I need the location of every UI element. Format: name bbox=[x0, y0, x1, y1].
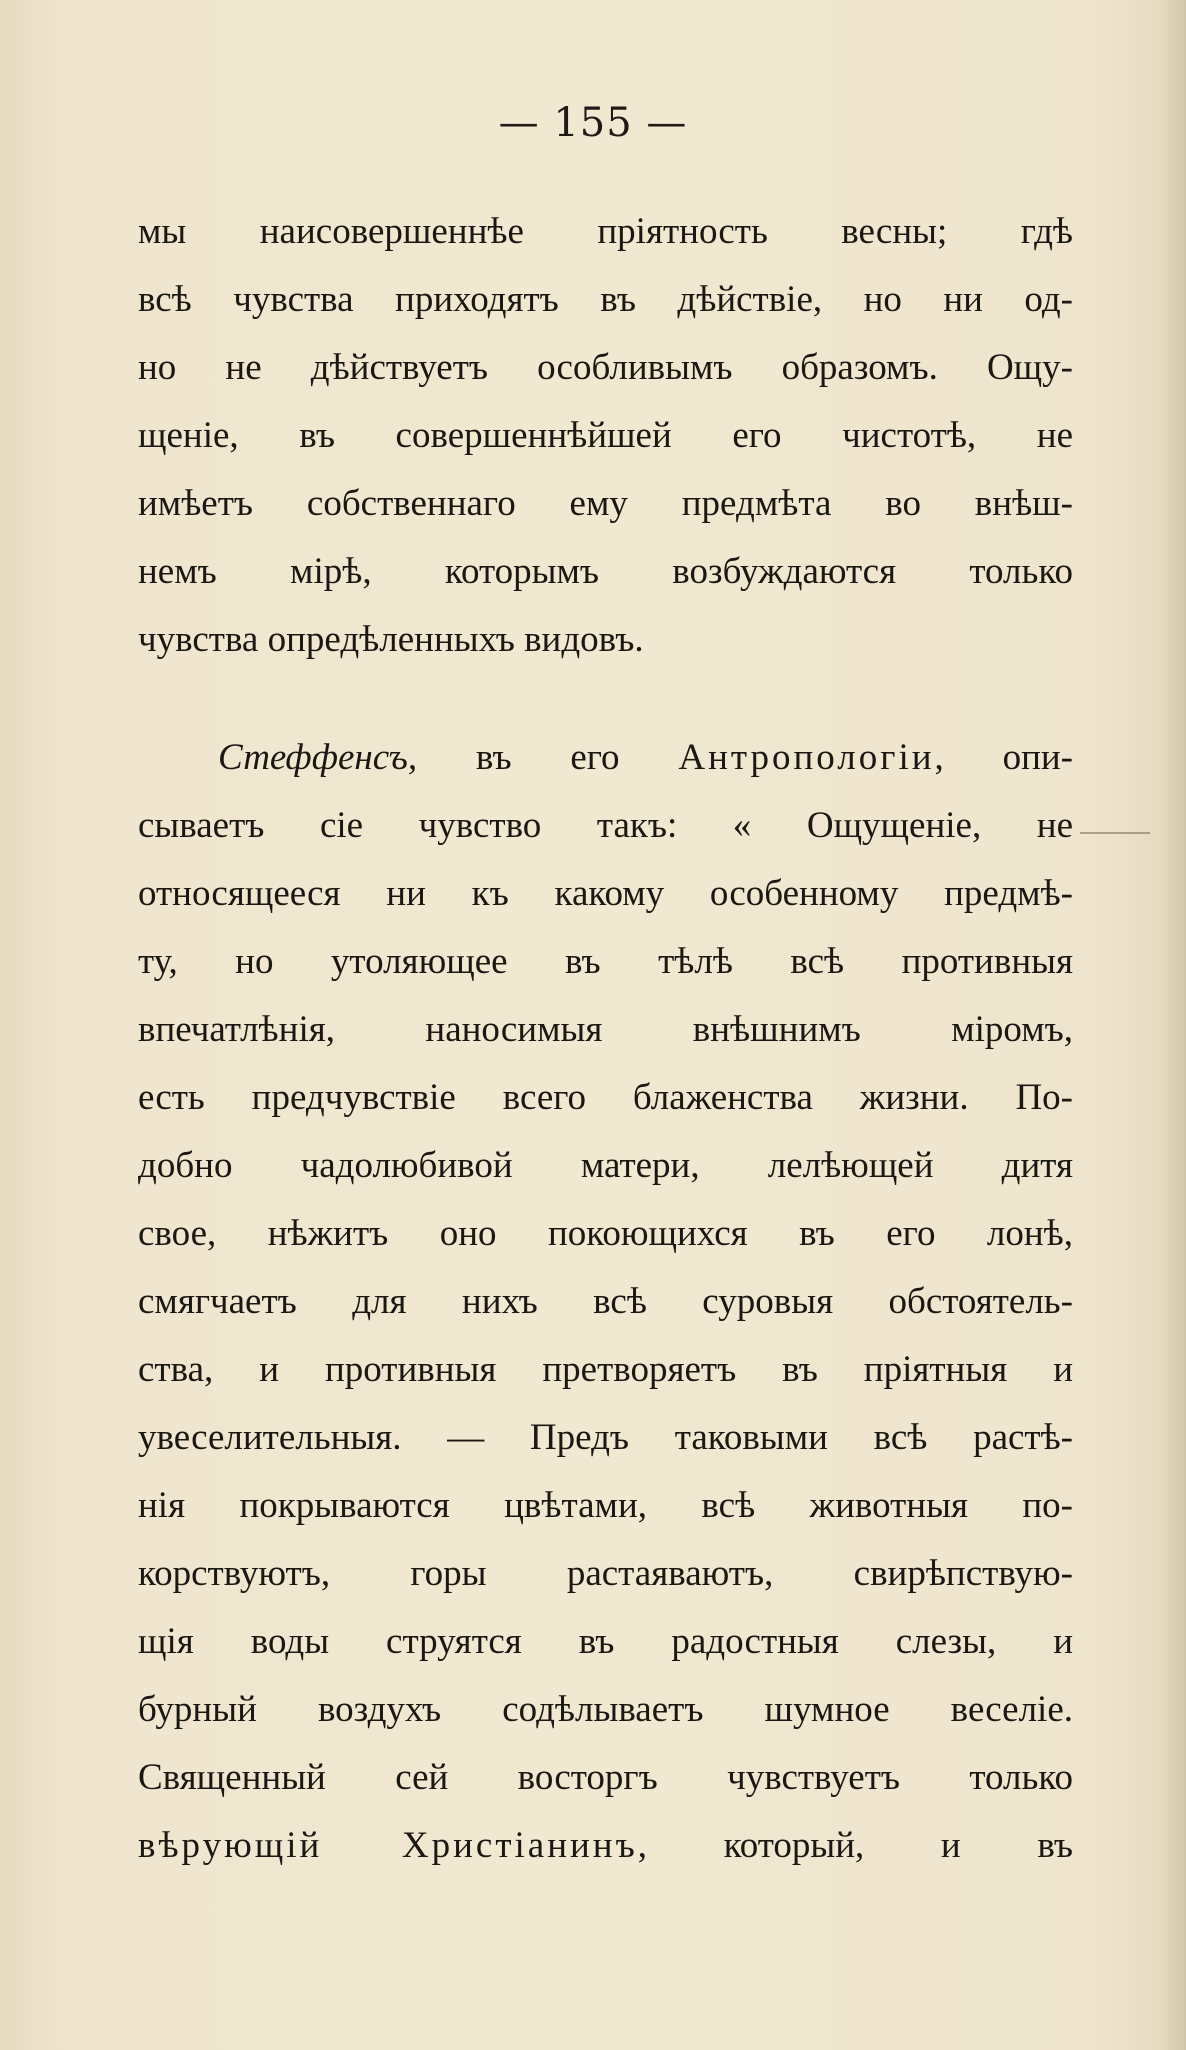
page-number: — 155 — bbox=[498, 100, 688, 146]
text-line: впечатлѣнія, наносимыя внѣшнимъ міромъ, bbox=[138, 1009, 1073, 1050]
text-line: имѣетъ собственнаго ему предмѣта во внѣш- bbox=[138, 483, 1073, 524]
text-line: свое, нѣжитъ оно покоющихся въ его лонѣ, bbox=[138, 1213, 1073, 1254]
page-edge-shadow bbox=[1158, 0, 1186, 2050]
text-line: смягчаетъ для нихъ всѣ суровыя обстоятель- bbox=[138, 1281, 1073, 1322]
author-name: Стеффенсъ, bbox=[218, 737, 418, 778]
text-line: ту, но утоляющее въ тѣлѣ всѣ противныя bbox=[138, 941, 1073, 982]
paragraph-2 bbox=[138, 724, 1073, 1880]
text-fragment-spaced: вѣрующій Христіанинъ bbox=[138, 1825, 638, 1866]
text-line: мы наисовершеннѣе пріятность весны; гдѣ bbox=[138, 211, 1073, 252]
text-line: ства, и противныя претворяетъ въ пріятныя и bbox=[138, 1349, 1073, 1390]
paragraph-1 bbox=[138, 198, 1073, 674]
text-line: бурный воздухъ содѣлываетъ шумное веселіе. bbox=[138, 1689, 1073, 1730]
text-fragment: въ его bbox=[475, 737, 679, 778]
text-line: есть предчувствіе всего блаженства жизни. По- bbox=[138, 1077, 1073, 1118]
text-line: корствуютъ, горы растаяваютъ, свирѣпствую- bbox=[138, 1553, 1073, 1594]
text-line: чувства опредѣленныхъ видовъ. bbox=[138, 619, 644, 660]
text-line: увеселительныя. — Предъ таковыми всѣ растѣ- bbox=[138, 1417, 1073, 1458]
text-line: щеніе, въ совершеннѣйшей его чистотѣ, не bbox=[138, 415, 1073, 456]
text-line: но не дѣйствуетъ особливымъ образомъ. Ощу- bbox=[138, 347, 1073, 388]
text-line bbox=[138, 1812, 1073, 1880]
text-line: добно чадолюбивой матери, лелѣющей дитя bbox=[138, 1145, 1073, 1186]
text-line: сываетъ сіе чувство такъ: « Ощущеніе, не bbox=[138, 805, 1073, 846]
text-line: Священный сей восторгъ чувствуетъ только bbox=[138, 1757, 1073, 1798]
book-title: Антропологіи bbox=[678, 737, 935, 778]
text-line: нія покрываются цвѣтами, всѣ животныя по- bbox=[138, 1485, 1073, 1526]
text-line: щія воды струятся въ радостныя слезы, и bbox=[138, 1621, 1073, 1662]
text-fragment: , который, и въ bbox=[637, 1825, 1073, 1866]
text-fragment: , опи- bbox=[934, 737, 1073, 778]
text-line: относящееся ни къ какому особенному предмѣ- bbox=[138, 873, 1073, 914]
margin-pencil-mark bbox=[1080, 832, 1150, 834]
text-line: всѣ чувства приходятъ въ дѣйствіе, но ни од- bbox=[138, 279, 1073, 320]
text-line: немъ мірѣ, которымъ возбуждаются только bbox=[138, 551, 1073, 592]
text-line bbox=[138, 724, 1073, 792]
